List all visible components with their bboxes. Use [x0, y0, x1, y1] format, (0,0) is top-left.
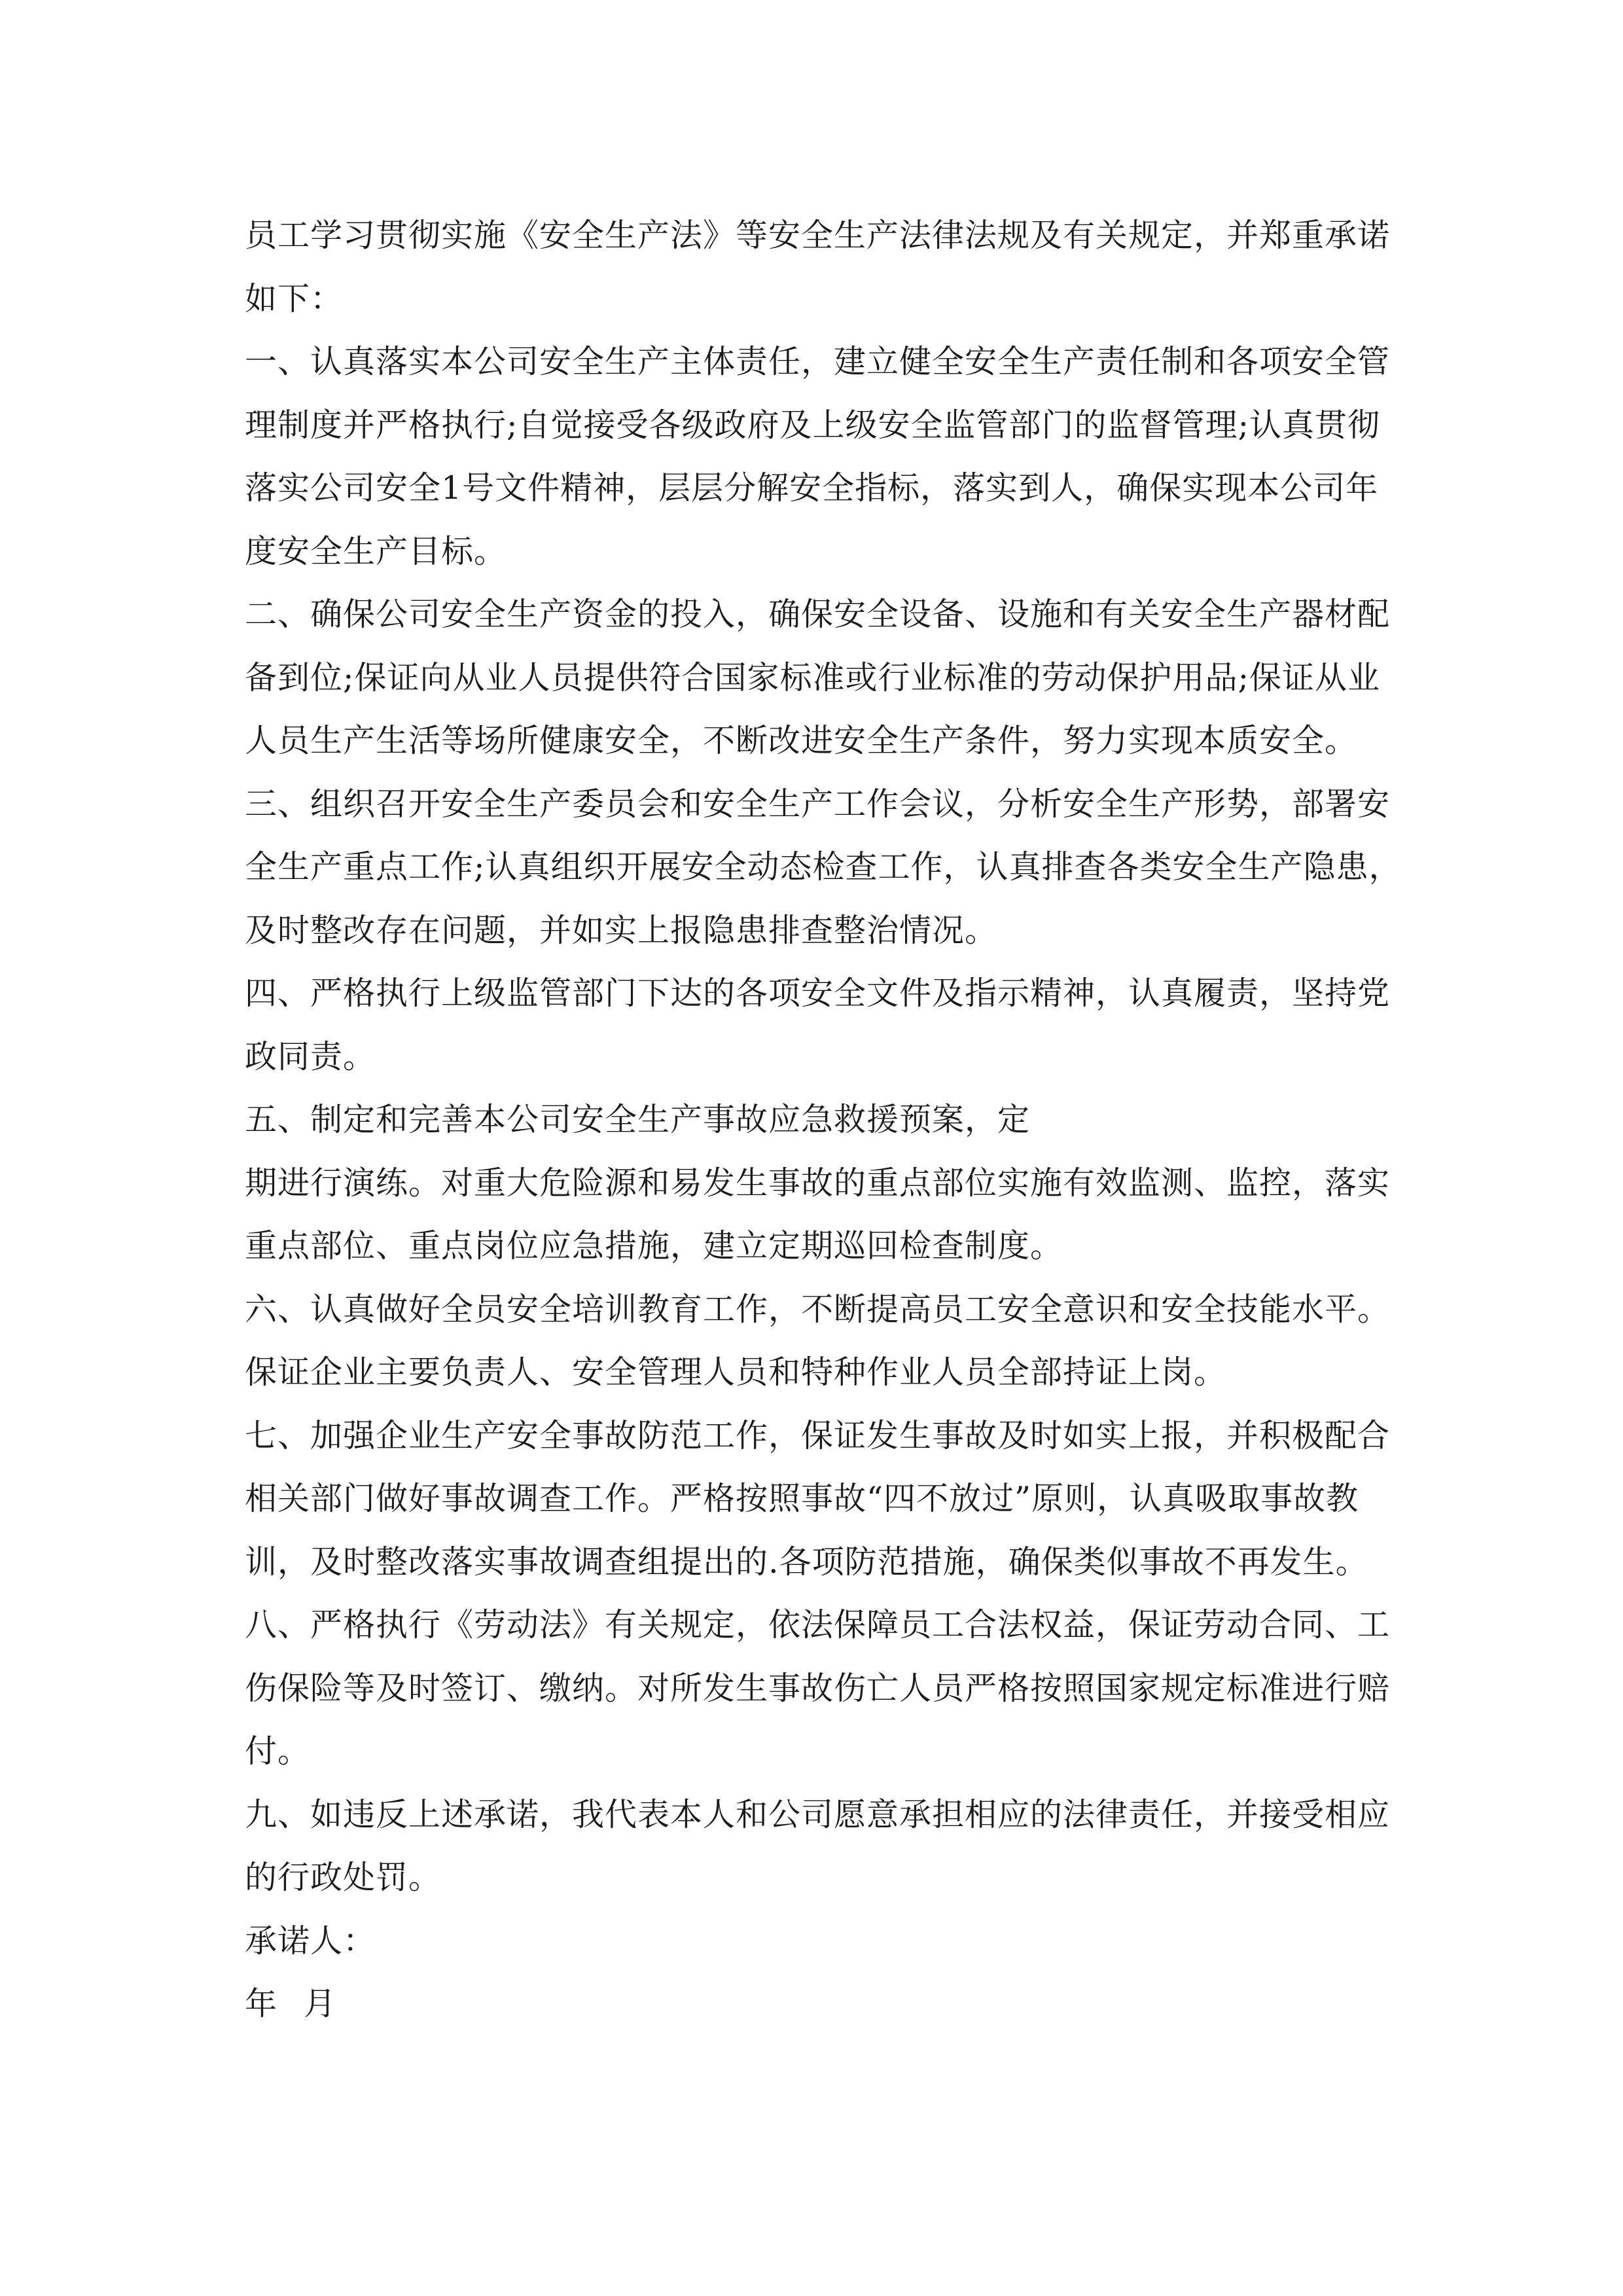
paragraph-item-4: 四、严格执行上级监管部门下达的各项安全文件及指示精神，认真履责，坚持党政同责。 [245, 975, 1391, 1075]
paragraph-item-7: 七、加强企业生产安全事故防范工作，保证发生事故及时如实上报，并积极配合相关部门做好事故调查工作。严格按照事故“四不放过”原则，认真吸取事故教训，及时整改落实事故调查组提出的.各项防范措施，确保类似事故不再发生。 [245, 1416, 1391, 1581]
date-month: 月 [304, 1985, 337, 2022]
date-year: 年 [245, 1985, 278, 2022]
paragraph-item-8: 八、严格执行《劳动法》有关规定，依法保障员工合法权益，保证劳动合同、工伤保险等及时签订、缴纳。对所发生事故伤亡人员严格按照国家规定标准进行赔付。 [245, 1606, 1391, 1770]
paragraph-item-5-cont: 期进行演练。对重大危险源和易发生事故的重点部位实施有效监测、监控，落实重点部位、重点岗位应急措施，建立定期巡回检查制度。 [245, 1164, 1391, 1265]
paragraph-item-6: 六、认真做好全员安全培训教育工作，不断提高员工安全意识和安全技能水平。保证企业主要负责人、安全管理人员和特种作业人员全部持证上岗。 [245, 1290, 1391, 1391]
date-line [245, 1973, 1403, 2036]
paragraph-item-9: 九、如违反上述承诺，我代表本人和公司愿意承担相应的法律责任，并接受相应的行政处罚。 [245, 1795, 1391, 1896]
signer-label: 承诺人： [245, 1922, 376, 1960]
document-body [245, 204, 1403, 2036]
paragraph-item-1: 一、认真落实本公司安全生产主体责任，建立健全安全生产责任制和各项安全管理制度并严格执行;自觉接受各级政府及上级安全监管部门的监督管理;认真贯彻落实公司安全1号文件精神，层层分解安全指标，落实到人，确保实现本公司年度安全生产目标。 [245, 343, 1391, 570]
paragraph-item-5-start: 五、制定和完善本公司安全生产事故应急救援预案，定 [245, 1101, 1031, 1138]
paragraph-item-2: 二、确保公司安全生产资金的投入，确保安全设备、设施和有关安全生产器材配备到位;保证向从业人员提供符合国家标准或行业标准的劳动保护用品;保证从业人员生产生活等场所健康安全，不断改进安全生产条件，努力实现本质安全。 [245, 596, 1391, 759]
paragraph-intro: 员工学习贯彻实施《安全生产法》等安全生产法律法规及有关规定，并郑重承诺如下： [245, 217, 1391, 317]
paragraph-item-3: 三、组织召开安全生产委员会和安全生产工作会议，分析安全生产形势，部署安全生产重点工作;认真组织开展安全动态检查工作，认真排查各类安全生产隐患，及时整改存在问题，并如实上报隐患排查整治情况。 [245, 785, 1402, 949]
